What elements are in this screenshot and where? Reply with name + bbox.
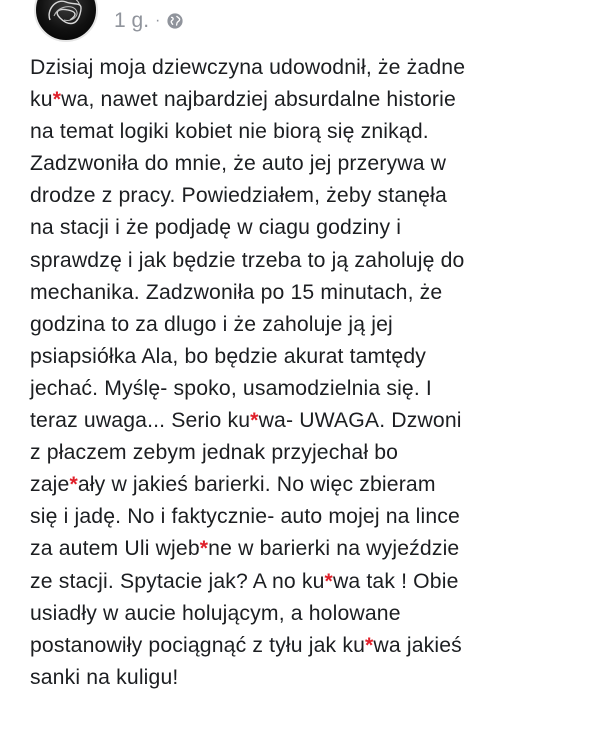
post-text-line <box>30 148 600 180</box>
post-text-line <box>30 84 600 116</box>
post-text-line <box>30 116 600 148</box>
post-text-segment: ały w jakieś barierki. No więc zbieram <box>77 473 436 497</box>
post-text-segment: mechanika. Zadzwoniła po 15 minutach, że <box>30 280 443 304</box>
post-text-segment: postanowiły pociągnąć z tyłu jak ku <box>30 633 366 657</box>
post-text-segment: godzina to za dlugo i że zaholuje ją jej <box>30 312 393 336</box>
post-text-line <box>30 277 600 309</box>
post-text-segment: jechać. Myślę- spoko, usamodzielnia się. I <box>30 376 432 400</box>
post-text-line <box>30 566 600 598</box>
post-text-line <box>30 405 600 437</box>
post-text-line <box>30 373 600 405</box>
post-text-segment: z płaczem zebym jednak przyjechał bo <box>30 441 399 465</box>
censor-asterisk: * <box>324 569 333 593</box>
censor-asterisk: * <box>365 633 374 657</box>
post-text-segment: na temat logiki kobiet nie biorą się znikąd. <box>30 120 429 144</box>
post-text-line <box>30 469 600 501</box>
post-text-segment: zaje <box>30 473 70 497</box>
post-text-segment: wa tak ! Obie <box>332 569 459 593</box>
post-text-line <box>30 212 600 244</box>
avatar[interactable] <box>34 0 98 42</box>
post-text-line <box>30 662 600 694</box>
post-text-segment: Zadzwoniła do mnie, że auto jej przerywa w <box>30 152 447 176</box>
post-text-segment: sanki na kuligu! <box>30 665 179 689</box>
post-text-segment: wa, nawet najbardziej absurdalne historie <box>61 88 456 112</box>
censor-asterisk: * <box>52 88 62 112</box>
meta-separator: · <box>155 12 161 29</box>
post-text-segment: za autem Uli wjeb <box>30 537 200 561</box>
post-text-segment: wa- UWAGA. Dzwoni <box>258 409 462 433</box>
post-text-segment: usiadły w aucie holującym, a holowane <box>30 601 401 625</box>
post-text-line <box>30 245 600 277</box>
post-text-segment: na stacji i że podjadę w ciagu godziny i <box>30 216 402 240</box>
post-text-line <box>30 630 600 662</box>
post-text-segment: ze stacji. Spytacie jak? A no ku <box>30 569 325 593</box>
post-text-line <box>30 52 600 84</box>
post-text-segment: ne w barierki na wyjeździe <box>208 537 460 561</box>
post-meta <box>114 6 184 36</box>
post-text-line <box>30 598 600 630</box>
post-text-segment: psiapsiółka Ala, bo będzie akurat tamtędy <box>30 344 426 368</box>
post-text <box>30 52 600 694</box>
avatar-scribble-icon <box>36 0 96 40</box>
post-text-line <box>30 501 600 533</box>
post-text-line <box>30 180 600 212</box>
post-text-line <box>30 437 600 469</box>
post-text-segment: drodze z pracy. Powiedziałem, żeby stanęła <box>30 184 447 208</box>
post-text-segment: sprawdzę i jak będzie trzeba to ją zaholuję do <box>30 248 465 272</box>
post-text-segment: teraz uwaga... Serio ku <box>30 409 251 433</box>
post-text-segment: Dzisiaj moja dziewczyna udowodnił, że żadne <box>30 56 466 79</box>
post-text-segment: ku <box>30 88 53 112</box>
censor-asterisk: * <box>199 537 209 561</box>
post-text-line <box>30 341 600 373</box>
censor-asterisk: * <box>69 473 78 497</box>
post-timestamp[interactable]: 1 g. <box>114 9 150 32</box>
post-text-line <box>30 533 600 565</box>
censor-asterisk: * <box>250 409 259 433</box>
globe-icon[interactable] <box>166 12 184 30</box>
post-text-segment: się i jadę. No i faktycznie- auto mojej na lince <box>30 505 460 529</box>
post-text-segment: wa jakieś <box>373 633 462 657</box>
post-header <box>0 0 609 44</box>
post-text-line <box>30 309 600 341</box>
